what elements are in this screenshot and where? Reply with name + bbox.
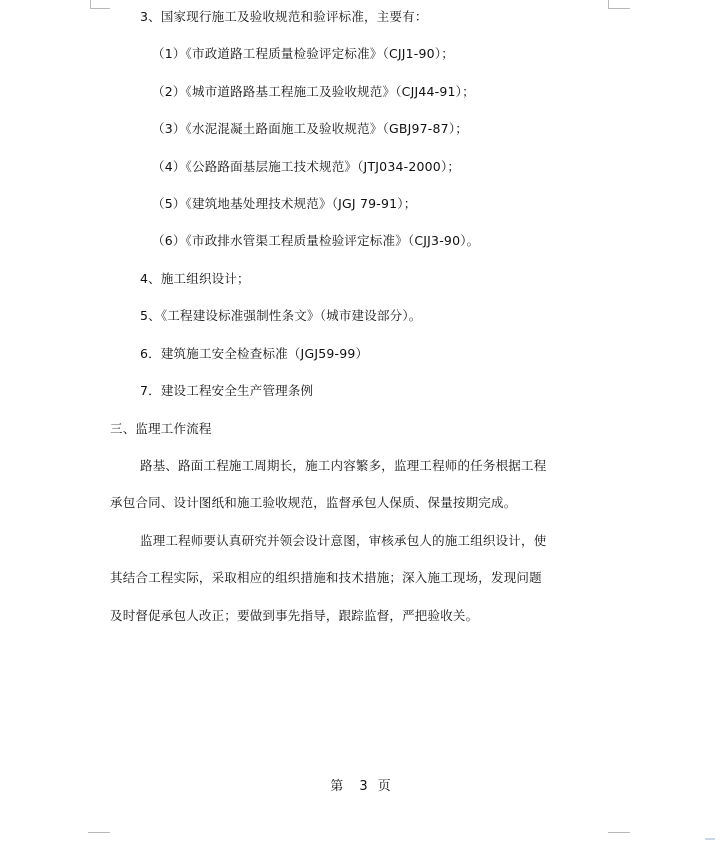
- text-line: （1）《市政道路工程质量检验评定标准》（CJJ1-90）；: [152, 46, 454, 61]
- text-line: 7．建设工程安全生产管理条例: [140, 383, 314, 398]
- paragraph-line: 其结合工程实际，采取相应的组织措施和技术措施；深入施工现场，发现问题: [110, 570, 542, 585]
- text-line: 3、国家现行施工及验收规范和验评标准，主要有：: [140, 9, 428, 24]
- text-line: （5）《建筑地基处理技术规范》（JGJ 79-91）；: [152, 196, 417, 211]
- text-line: （2）《城市道路路基工程施工及验收规范》（CJJ44-91）；: [152, 84, 475, 99]
- crop-mark-bottom-left: [88, 832, 110, 833]
- paragraph-line: 路基、路面工程施工周期长，施工内容繁多，监理工程师的任务根据工程: [140, 458, 547, 473]
- crop-mark-top-right: [608, 0, 609, 8]
- page-number-footer: [0, 775, 721, 794]
- section-heading: 三、监理工作流程: [110, 421, 212, 436]
- text-line: 6．建筑施工安全检查标准（JGJ59-99）: [140, 346, 369, 361]
- page-prefix: 第: [330, 779, 344, 794]
- page-suffix: 页: [377, 779, 391, 794]
- paragraph-line: 监理工程师要认真研究并领会设计意图，审核承包人的施工组织设计，使: [140, 533, 547, 548]
- paragraph-line: 承包合同、设计图纸和施工验收规范，监督承包人保质、保量按期完成。: [110, 495, 517, 510]
- text-line: （6）《市政排水管渠工程质量检验评定标准》（CJJ3-90）。: [152, 233, 480, 248]
- paragraph-line: 及时督促承包人改正；要做到事先指导，跟踪监督，严把验收关。: [110, 608, 479, 623]
- scroll-indicator: [705, 838, 715, 840]
- crop-mark-top-left: [90, 0, 91, 8]
- crop-mark-top-left-h: [90, 8, 110, 9]
- text-line: 4、施工组织设计；: [140, 271, 250, 286]
- crop-mark-top-right-h: [608, 8, 630, 9]
- crop-mark-bottom-right: [608, 832, 630, 833]
- text-line: 5、《工程建设标准强制性条文》（城市建设部分）。: [140, 308, 422, 323]
- text-line: （3）《水泥混凝土路面施工及验收规范》（GBJ97-87）；: [152, 121, 468, 136]
- page-number: 3: [359, 779, 368, 794]
- text-line: （4）《公路路面基层施工技术规范》（JTJ034-2000）；: [152, 159, 461, 174]
